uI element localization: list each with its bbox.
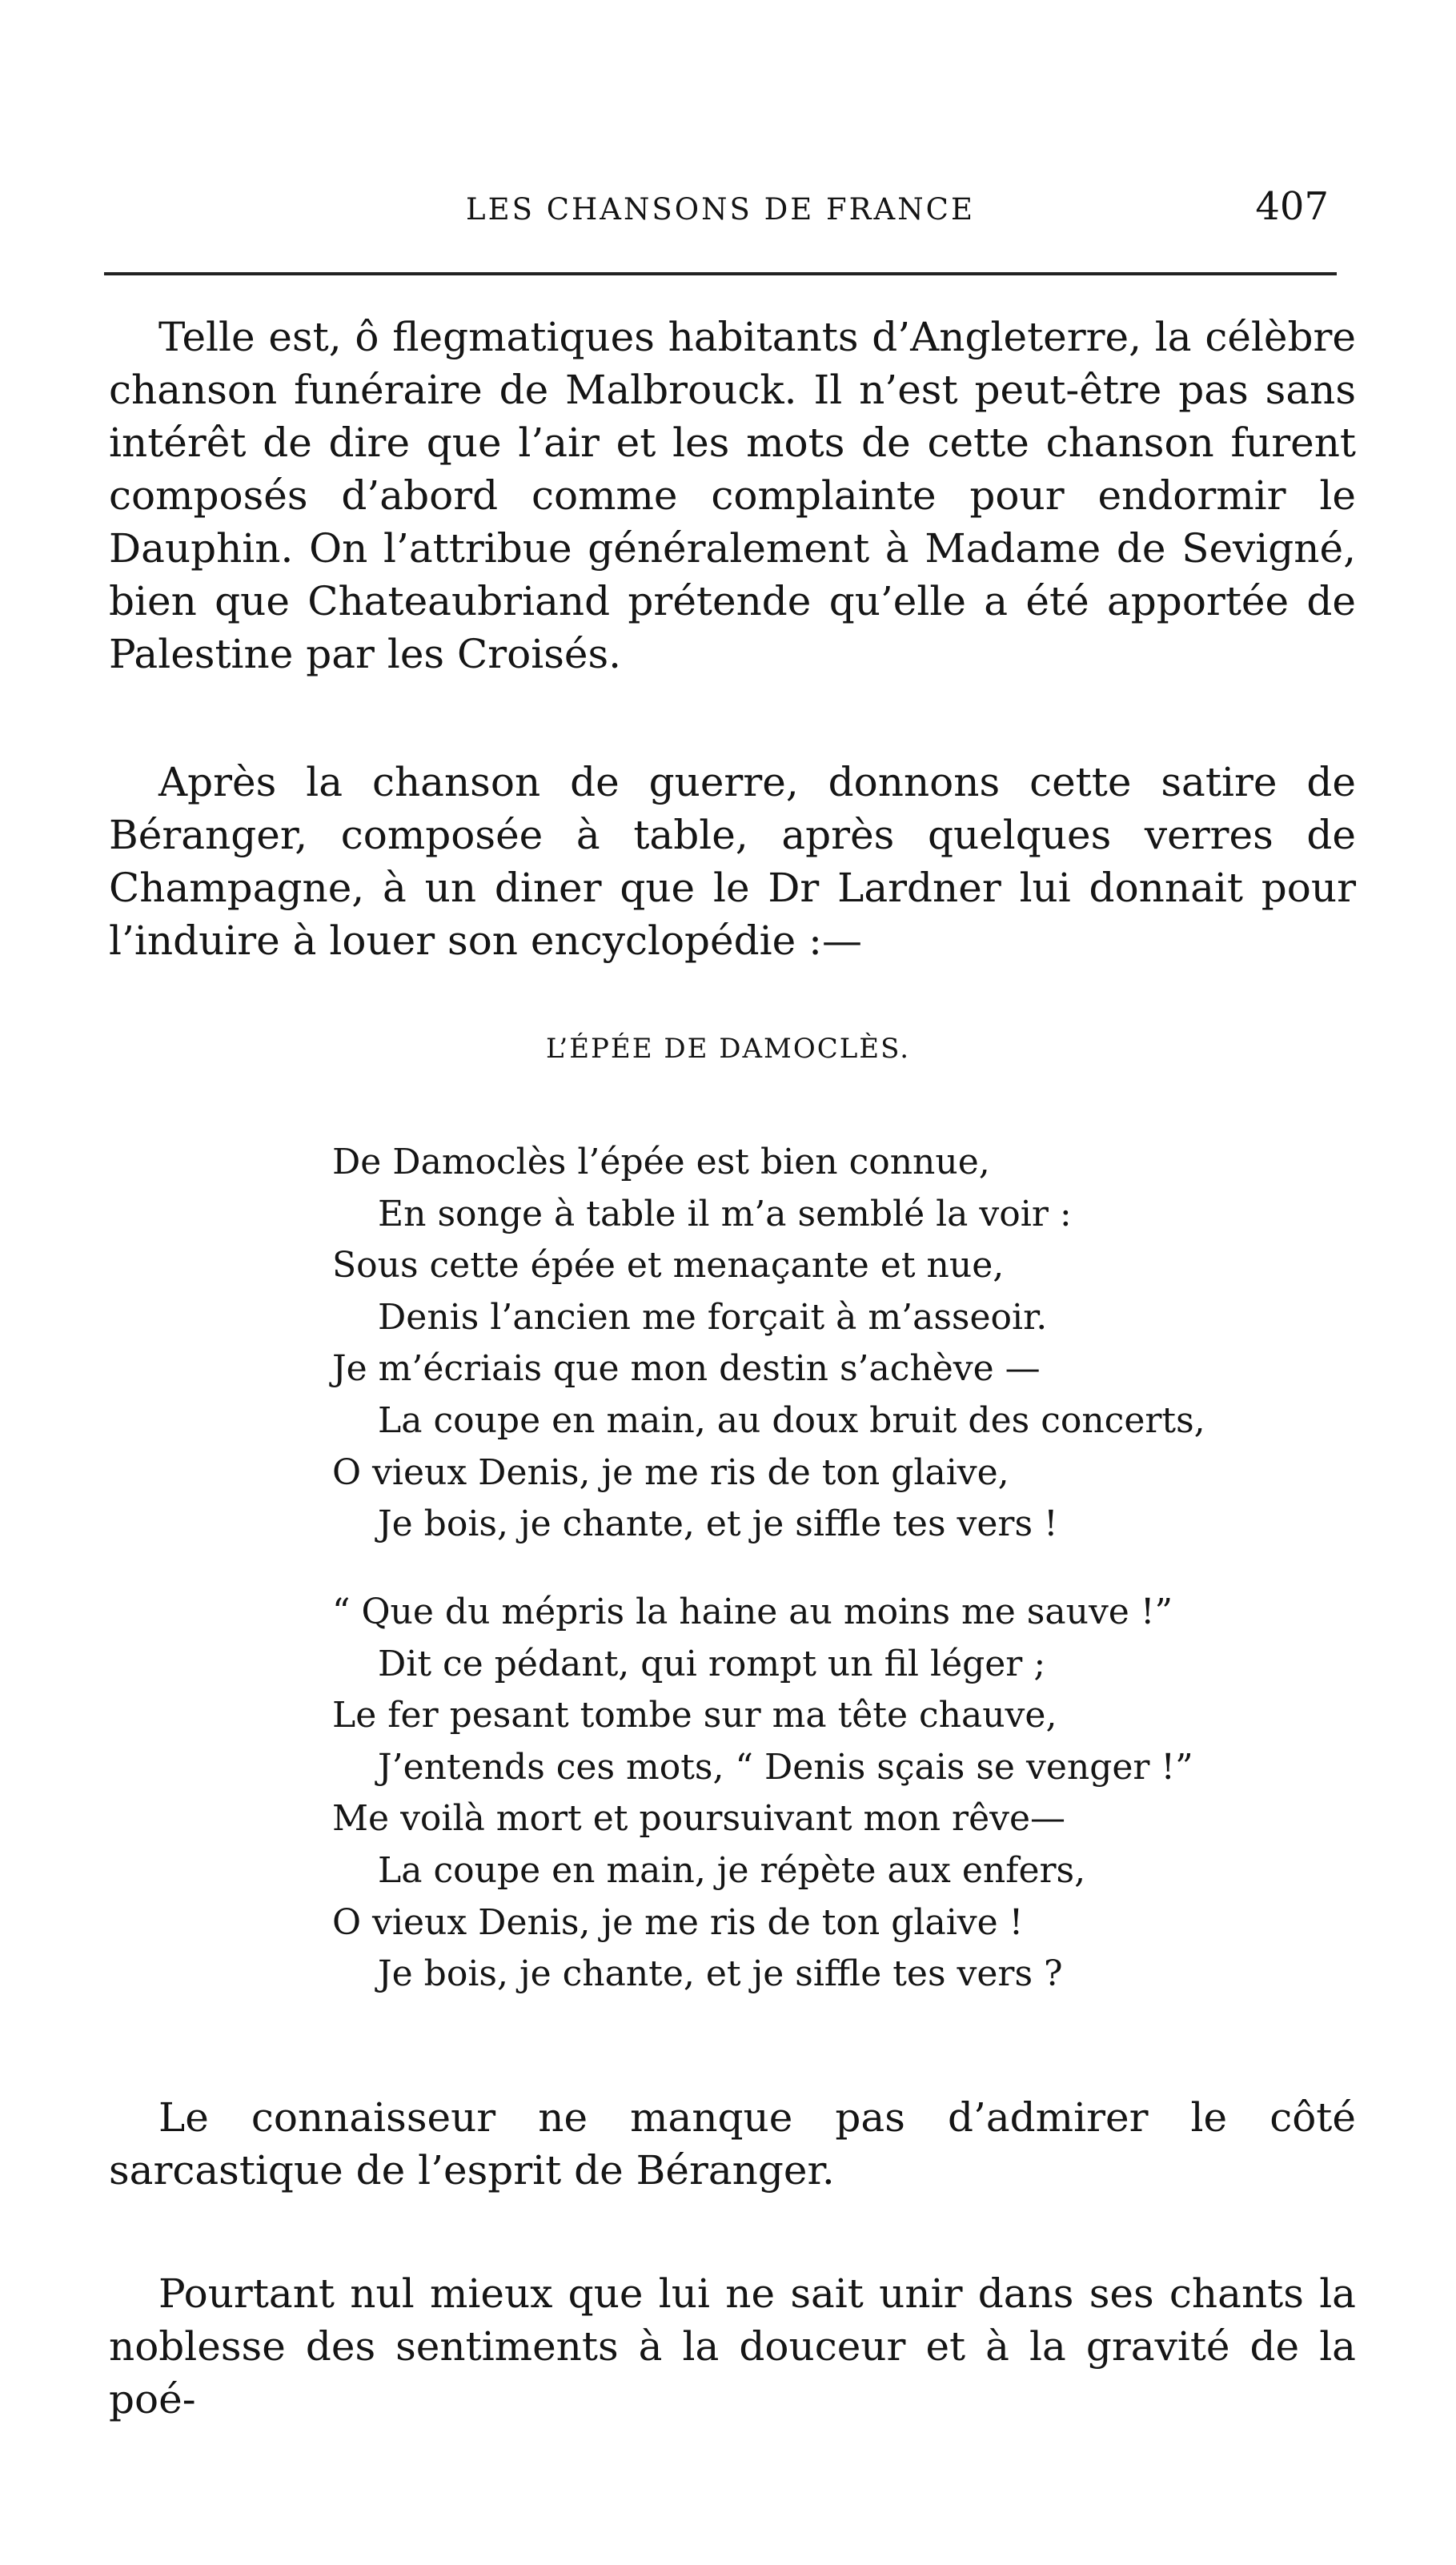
poem-line: Le fer pesant tombe sur ma tête chauve,	[332, 1695, 1057, 1736]
header-rule	[104, 272, 1337, 275]
running-head	[104, 183, 1337, 239]
poem-line: O vieux Denis, je me ris de ton glaive,	[332, 1451, 1009, 1493]
poem-line: Je m’écriais que mon destin s’achève —	[332, 1348, 1041, 1390]
paragraph-text: Pourtant nul mieux que lui ne sait unir dans ses chants la noblesse des sentiments à la douceur et à la gravité de la poé-	[109, 2270, 1356, 2422]
poem-line: En songe à table il m’a semblé la voir :	[378, 1193, 1072, 1234]
poem-line: J’entends ces mots, “ Denis sçais se venger !”	[378, 1746, 1193, 1788]
poem-line: Sous cette épée et menaçante et nue,	[332, 1245, 1005, 1287]
poem-line: O vieux Denis, je me ris de ton glaive !	[332, 1901, 1024, 1943]
paragraph-text: Le connaisseur ne manque pas d’admirer le côté sarcastique de l’esprit de Béranger.	[109, 2094, 1356, 2194]
poem-line: De Damoclès l’épée est bien connue,	[332, 1142, 990, 1182]
page-number: 407	[1255, 184, 1329, 229]
paragraph-connaisseur	[109, 2091, 1356, 2197]
poem-line: Je bois, je chante, et je siffle tes vers !	[378, 1503, 1058, 1545]
poem-line: “ Que du mépris la haine au moins me sauve !”	[332, 1592, 1173, 1632]
paragraph-beranger-intro	[109, 756, 1356, 967]
poem-stanza-1	[332, 1137, 1293, 1551]
paragraph-text: Après la chanson de guerre, donnons cette satire de Béranger, composée à table, après quelques verres de Champagne, à un diner que le Dr Lardner lui donnait pour l’induire à louer son encyclopédie :—	[109, 759, 1356, 964]
running-title: LES CHANSONS DE FRANCE	[466, 192, 975, 227]
paragraph-text: Telle est, ô flegmatiques habitants d’Angleterre, la célèbre chanson funéraire de Malbrouck. Il n’est peut-être pas sans intérêt de dire que l’air et les mots de cette chanson furent composés d’abord comme complainte pour endormir le Dauphin. On l’attribue généralement à Madame de Sevigné, bien que Chateaubriand prétende qu’elle a été apportée de Palestine par les Croisés.	[109, 314, 1356, 677]
paragraph-pourtant	[109, 2267, 1356, 2426]
poem-line: Me voilà mort et poursuivant mon rêve—	[332, 1798, 1066, 1840]
poem-line: Je bois, je chante, et je siffle tes vers ?	[378, 1953, 1063, 1995]
poem-line: La coupe en main, je répète aux enfers,	[378, 1849, 1086, 1891]
paragraph-malbrouck	[109, 311, 1356, 680]
poem-line: La coupe en main, au doux bruit des concerts,	[378, 1399, 1205, 1441]
poem-title: L’ÉPÉE DE DAMOCLÈS.	[545, 1033, 911, 1065]
poem-stanza-2	[332, 1587, 1293, 2001]
poem-line: Denis l’ancien me forçait à m’asseoir.	[378, 1296, 1048, 1338]
poem-line: Dit ce pédant, qui rompt un fil léger ;	[378, 1643, 1046, 1684]
